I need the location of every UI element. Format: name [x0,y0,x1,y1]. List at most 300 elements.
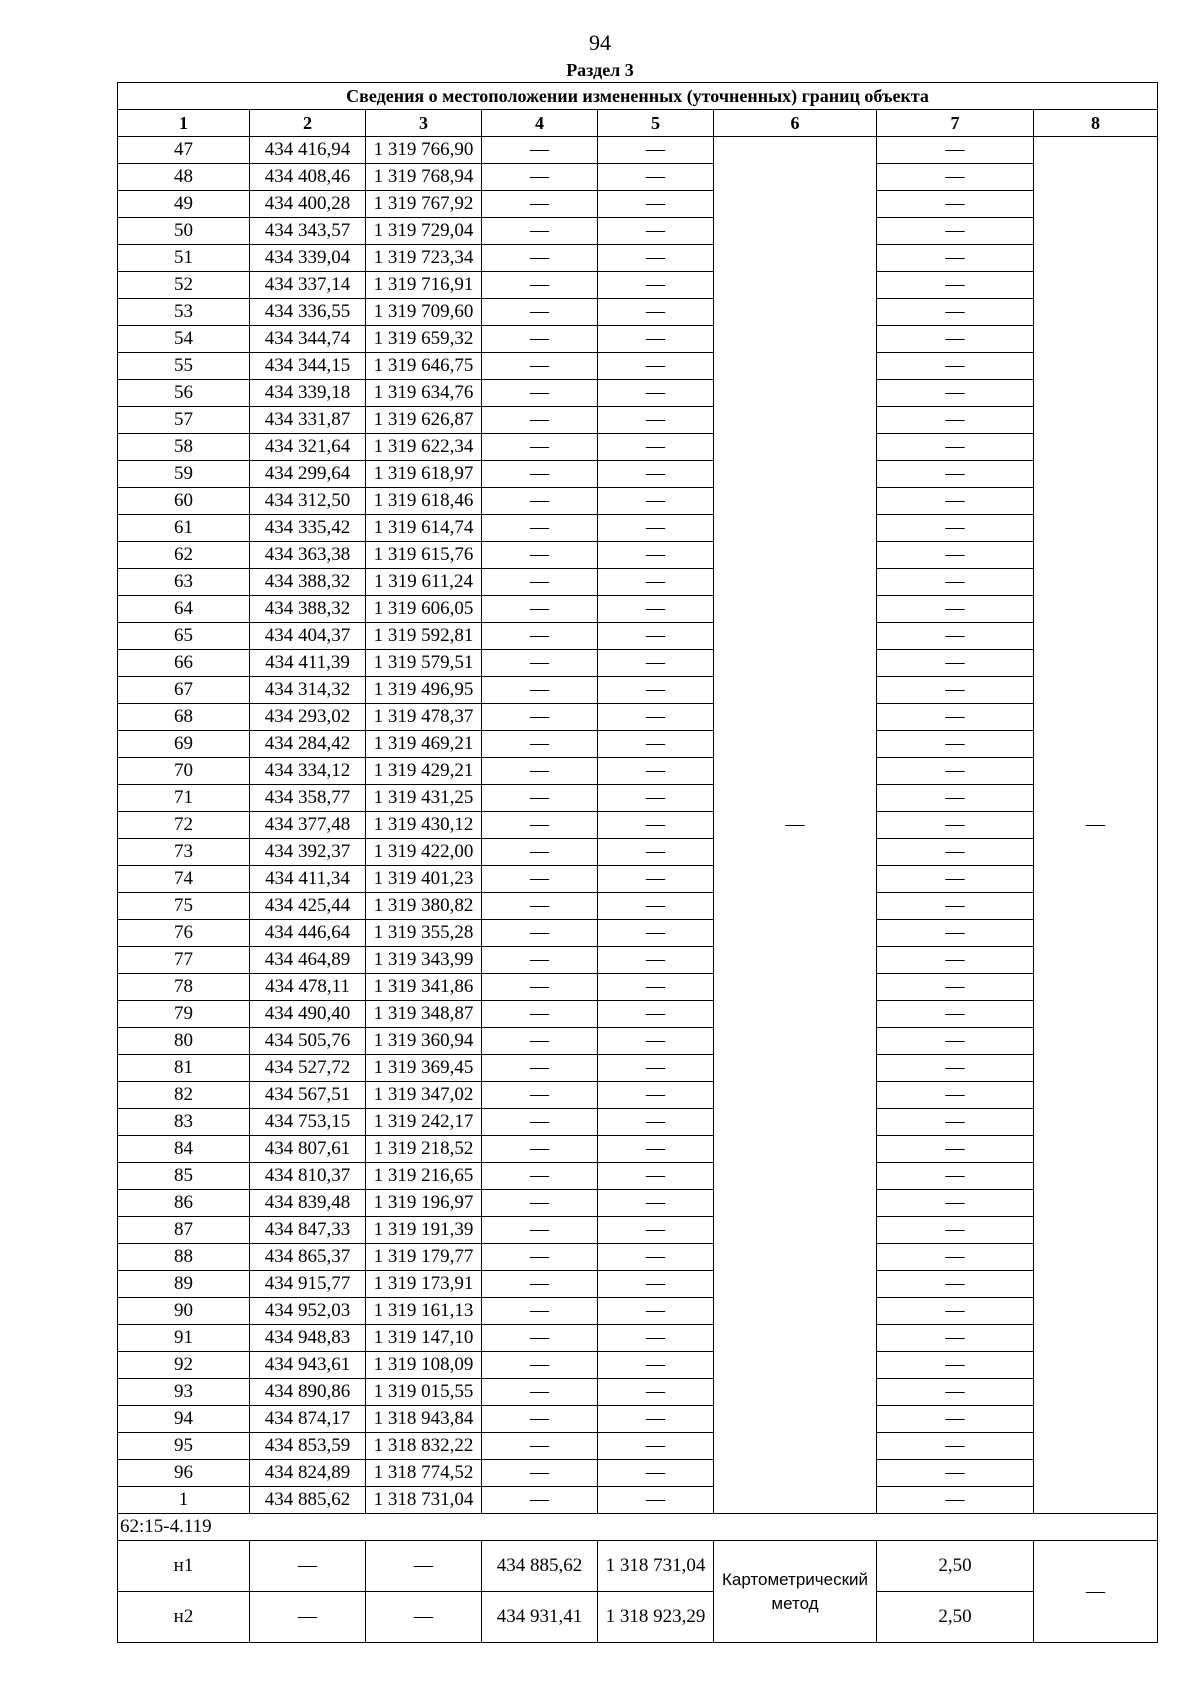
coord-y: 1 319 496,95 [366,677,482,704]
section-title: Раздел 3 [566,60,634,80]
coord-x: 434 344,15 [250,353,366,380]
point-number: 74 [118,866,250,893]
dash-cell: — [598,299,714,326]
coord-x: 434 478,11 [250,974,366,1001]
dash-cell: — [598,1244,714,1271]
dash-cell: — [598,1001,714,1028]
dash-cell: — [482,866,598,893]
table-row [118,272,1158,299]
new-point-row [118,1592,1158,1643]
coord-y: 1 318 731,04 [598,1541,714,1592]
dash-cell: — [877,596,1034,623]
dash-cell: — [482,1352,598,1379]
coord-x: 434 404,37 [250,623,366,650]
dash-cell: — [482,1379,598,1406]
dash-cell: — [598,272,714,299]
dash-cell: — [877,1379,1034,1406]
coord-x: 434 807,61 [250,1136,366,1163]
coord-y: 1 319 618,46 [366,488,482,515]
dash-cell: — [366,1592,482,1643]
dash-cell: — [598,704,714,731]
coord-x: 434 400,28 [250,191,366,218]
dash-cell: — [598,137,714,164]
coord-x: 434 284,42 [250,731,366,758]
dash-cell: — [877,1082,1034,1109]
dash-cell: — [482,1028,598,1055]
table-row [118,191,1158,218]
coord-x: 434 363,38 [250,542,366,569]
dash-cell: — [877,704,1034,731]
dash-cell: — [482,326,598,353]
dash-cell: — [877,1460,1034,1487]
dash-cell: — [482,569,598,596]
point-number: 68 [118,704,250,731]
point-number: 77 [118,947,250,974]
dash-cell: — [877,866,1034,893]
coord-x: 434 915,77 [250,1271,366,1298]
table-row [118,1055,1158,1082]
dash-cell: — [877,245,1034,272]
column-header: 5 [598,110,714,137]
dash-cell: — [877,623,1034,650]
point-number: 1 [118,1487,250,1514]
table-row [118,785,1158,812]
point-number: 86 [118,1190,250,1217]
coord-y: 1 319 429,21 [366,758,482,785]
table-row [118,1406,1158,1433]
dash-cell: — [482,704,598,731]
dash-cell: — [598,191,714,218]
dash-cell: — [598,650,714,677]
coord-y: 1 319 348,87 [366,1001,482,1028]
column-header: 4 [482,110,598,137]
dash-cell: — [482,137,598,164]
table-row [118,1136,1158,1163]
dash-cell: — [482,623,598,650]
point-number: 90 [118,1298,250,1325]
dash-cell: — [482,272,598,299]
dash-cell: — [877,380,1034,407]
coord-x: 434 567,51 [250,1082,366,1109]
dash-cell: — [877,920,1034,947]
dash-cell: — [482,839,598,866]
coord-x: 434 527,72 [250,1055,366,1082]
table-row [118,434,1158,461]
column-header: 8 [1034,110,1158,137]
point-number: 53 [118,299,250,326]
point-number: 47 [118,137,250,164]
point-number: 95 [118,1433,250,1460]
dash-cell: — [482,785,598,812]
dash-cell: — [877,1163,1034,1190]
coord-y: 1 319 618,97 [366,461,482,488]
dash-cell: — [366,1541,482,1592]
dash-cell: — [598,164,714,191]
table-row [118,1163,1158,1190]
point-number: 54 [118,326,250,353]
table-row [118,569,1158,596]
dash-cell: — [877,1325,1034,1352]
dash-cell: — [598,1487,714,1514]
parcel-row [118,1514,1158,1541]
dash-cell: — [877,272,1034,299]
table-row [118,947,1158,974]
table-row [118,1487,1158,1514]
point-number: 52 [118,272,250,299]
dash-cell: — [598,758,714,785]
parcel-label: 62:15-4.119 [118,1514,1158,1541]
point-number: 56 [118,380,250,407]
dash-cell: — [877,731,1034,758]
table-row [118,461,1158,488]
coord-y: 1 319 716,91 [366,272,482,299]
dash-cell: — [877,434,1034,461]
dash-cell: — [598,1217,714,1244]
dash-cell: — [482,1136,598,1163]
dash-cell: — [877,1433,1034,1460]
table-row [118,623,1158,650]
dash-cell: — [877,650,1034,677]
coord-y: 1 319 611,24 [366,569,482,596]
point-number: 88 [118,1244,250,1271]
dash-cell: — [598,1055,714,1082]
dash-cell: — [482,1460,598,1487]
coord-x: 434 314,32 [250,677,366,704]
dash-cell: — [598,947,714,974]
dash-cell: — [877,812,1034,839]
dash-cell: — [482,650,598,677]
coord-y: 1 319 606,05 [366,596,482,623]
table-row [118,1460,1158,1487]
table-row [118,1028,1158,1055]
dash-cell: — [598,1109,714,1136]
coord-x: 434 293,02 [250,704,366,731]
coord-x: 434 446,64 [250,920,366,947]
coord-x: 434 343,57 [250,218,366,245]
dash-cell: — [482,488,598,515]
table-row [118,137,1158,164]
dash-cell: — [877,1190,1034,1217]
point-number: 65 [118,623,250,650]
dash-cell: — [877,1352,1034,1379]
dash-cell: — [598,1163,714,1190]
dash-cell: — [598,839,714,866]
coord-y: 1 319 173,91 [366,1271,482,1298]
dash-cell: — [482,218,598,245]
coord-x: 434 334,12 [250,758,366,785]
point-number: 92 [118,1352,250,1379]
dash-cell: — [482,974,598,1001]
dash-cell: — [877,299,1034,326]
table-row [118,704,1158,731]
point-number: 82 [118,1082,250,1109]
point-number: 50 [118,218,250,245]
table-row [118,488,1158,515]
table-row [118,164,1158,191]
point-number: 73 [118,839,250,866]
dash-cell: — [877,1487,1034,1514]
dash-cell-merged: — [1034,1541,1158,1643]
dash-cell: — [598,1298,714,1325]
dash-cell: — [877,137,1034,164]
table-row [118,1298,1158,1325]
dash-cell: — [877,326,1034,353]
dash-cell: — [598,677,714,704]
table-row [118,812,1158,839]
accuracy: 2,50 [877,1592,1034,1643]
coord-y: 1 319 343,99 [366,947,482,974]
point-number: 96 [118,1460,250,1487]
table-row [118,326,1158,353]
coord-x: 434 824,89 [250,1460,366,1487]
coord-y: 1 319 766,90 [366,137,482,164]
dash-cell: — [598,380,714,407]
coord-x: 434 505,76 [250,1028,366,1055]
point-number: 81 [118,1055,250,1082]
table-row [118,515,1158,542]
point-number: 72 [118,812,250,839]
dash-cell: — [598,1271,714,1298]
dash-cell: — [877,1406,1034,1433]
dash-cell: — [877,1001,1034,1028]
dash-cell-merged: — [1034,137,1158,1514]
coord-x: 434 388,32 [250,569,366,596]
coord-y: 1 319 422,00 [366,839,482,866]
table-row [118,1352,1158,1379]
coord-x: 434 339,18 [250,380,366,407]
table-row [118,1271,1158,1298]
dash-cell: — [877,1109,1034,1136]
dash-cell: — [877,218,1034,245]
dash-cell: — [877,461,1034,488]
point-number: 57 [118,407,250,434]
dash-cell: — [877,893,1034,920]
coord-x: 434 388,32 [250,596,366,623]
dash-cell: — [598,1082,714,1109]
coord-y: 1 319 634,76 [366,380,482,407]
coord-y: 1 319 179,77 [366,1244,482,1271]
table-row [118,1001,1158,1028]
table-row [118,1190,1158,1217]
table-row [118,299,1158,326]
column-header: 1 [118,110,250,137]
dash-cell-merged: — [714,137,877,1514]
dash-cell: — [598,866,714,893]
dash-cell: — [598,569,714,596]
coord-x: 434 408,46 [250,164,366,191]
point-number: 60 [118,488,250,515]
coord-x: 434 337,14 [250,272,366,299]
accuracy: 2,50 [877,1541,1034,1592]
coord-y: 1 319 659,32 [366,326,482,353]
dash-cell: — [482,1433,598,1460]
coord-x: 434 943,61 [250,1352,366,1379]
point-number: 87 [118,1217,250,1244]
table-row [118,353,1158,380]
dash-cell: — [482,299,598,326]
coord-y: 1 319 430,12 [366,812,482,839]
table-row [118,1325,1158,1352]
dash-cell: — [598,1028,714,1055]
dash-cell: — [482,1406,598,1433]
coord-x: 434 331,87 [250,407,366,434]
point-number: 62 [118,542,250,569]
point-number: 94 [118,1406,250,1433]
table-row [118,974,1158,1001]
column-header: 7 [877,110,1034,137]
dash-cell: — [482,1244,598,1271]
coord-y: 1 318 731,04 [366,1487,482,1514]
dash-cell: — [877,542,1034,569]
dash-cell: — [598,353,714,380]
dash-cell: — [598,1136,714,1163]
coord-y: 1 319 218,52 [366,1136,482,1163]
table-caption: Сведения о местоположении измененных (уточненных) границ объекта [118,83,1158,110]
dash-cell: — [482,164,598,191]
coord-y: 1 319 431,25 [366,785,482,812]
dash-cell: — [482,542,598,569]
point-number: 85 [118,1163,250,1190]
dash-cell: — [598,1379,714,1406]
point-number: 63 [118,569,250,596]
table-row [118,866,1158,893]
coord-y: 1 319 626,87 [366,407,482,434]
dash-cell: — [482,461,598,488]
dash-cell: — [598,326,714,353]
dash-cell: — [482,677,598,704]
dash-cell: — [598,1352,714,1379]
dash-cell: — [598,812,714,839]
coord-x: 434 853,59 [250,1433,366,1460]
coord-x: 434 952,03 [250,1298,366,1325]
point-number: 93 [118,1379,250,1406]
point-number: 55 [118,353,250,380]
table-row [118,893,1158,920]
coord-x: 434 425,44 [250,893,366,920]
dash-cell: — [598,1460,714,1487]
coord-x: 434 312,50 [250,488,366,515]
dash-cell: — [598,218,714,245]
dash-cell: — [598,785,714,812]
dash-cell: — [482,1001,598,1028]
coord-y: 1 319 369,45 [366,1055,482,1082]
coord-x: 434 344,74 [250,326,366,353]
dash-cell: — [598,893,714,920]
dash-cell: — [598,1190,714,1217]
dash-cell: — [598,434,714,461]
dash-cell: — [598,1325,714,1352]
point-number: 49 [118,191,250,218]
point-number: 76 [118,920,250,947]
method-cell: Картометрический метод [714,1541,877,1643]
dash-cell: — [482,515,598,542]
dash-cell: — [598,731,714,758]
coord-y: 1 319 360,94 [366,1028,482,1055]
coord-x: 434 874,17 [250,1406,366,1433]
coord-y: 1 319 767,92 [366,191,482,218]
dash-cell: — [482,1271,598,1298]
coord-y: 1 319 768,94 [366,164,482,191]
dash-cell: — [877,1298,1034,1325]
coord-y: 1 319 592,81 [366,623,482,650]
coord-x: 434 847,33 [250,1217,366,1244]
dash-cell: — [598,461,714,488]
table-row [118,1379,1158,1406]
point-number: 75 [118,893,250,920]
coord-x: 434 753,15 [250,1109,366,1136]
coord-x: 434 885,62 [482,1541,598,1592]
table-row [118,731,1158,758]
coord-y: 1 319 341,86 [366,974,482,1001]
dash-cell: — [877,488,1034,515]
coord-x: 434 335,42 [250,515,366,542]
dash-cell: — [482,1298,598,1325]
dash-cell: — [250,1541,366,1592]
table-row [118,1244,1158,1271]
coord-x: 434 321,64 [250,434,366,461]
dash-cell: — [250,1592,366,1643]
dash-cell: — [482,758,598,785]
coord-y: 1 319 196,97 [366,1190,482,1217]
coord-x: 434 336,55 [250,299,366,326]
dash-cell: — [482,947,598,974]
dash-cell: — [482,893,598,920]
dash-cell: — [877,758,1034,785]
table-row [118,407,1158,434]
coord-y: 1 319 614,74 [366,515,482,542]
coord-x: 434 358,77 [250,785,366,812]
dash-cell: — [598,245,714,272]
coord-y: 1 319 380,82 [366,893,482,920]
coord-x: 434 377,48 [250,812,366,839]
dash-cell: — [877,839,1034,866]
dash-cell: — [482,731,598,758]
coord-x: 434 339,04 [250,245,366,272]
dash-cell: — [877,569,1034,596]
dash-cell: — [482,1109,598,1136]
coord-y: 1 319 347,02 [366,1082,482,1109]
point-number: 58 [118,434,250,461]
point-number: 70 [118,758,250,785]
coord-y: 1 319 401,23 [366,866,482,893]
point-number: 67 [118,677,250,704]
coord-y: 1 319 355,28 [366,920,482,947]
coord-y: 1 319 216,65 [366,1163,482,1190]
table-row [118,218,1158,245]
coord-y: 1 319 147,10 [366,1325,482,1352]
coord-y: 1 319 015,55 [366,1379,482,1406]
dash-cell: — [482,191,598,218]
table-row [118,245,1158,272]
dash-cell: — [877,785,1034,812]
table-row [118,1217,1158,1244]
coord-y: 1 319 729,04 [366,218,482,245]
dash-cell: — [877,1136,1034,1163]
dash-cell: — [598,515,714,542]
coord-y: 1 319 709,60 [366,299,482,326]
dash-cell: — [482,1217,598,1244]
point-number: 89 [118,1271,250,1298]
point-number: 83 [118,1109,250,1136]
coord-x: 434 865,37 [250,1244,366,1271]
dash-cell: — [598,407,714,434]
table-row [118,380,1158,407]
dash-cell: — [877,515,1034,542]
coord-y: 1 318 832,22 [366,1433,482,1460]
coord-y: 1 319 242,17 [366,1109,482,1136]
coord-x: 434 890,86 [250,1379,366,1406]
coord-y: 1 319 615,76 [366,542,482,569]
